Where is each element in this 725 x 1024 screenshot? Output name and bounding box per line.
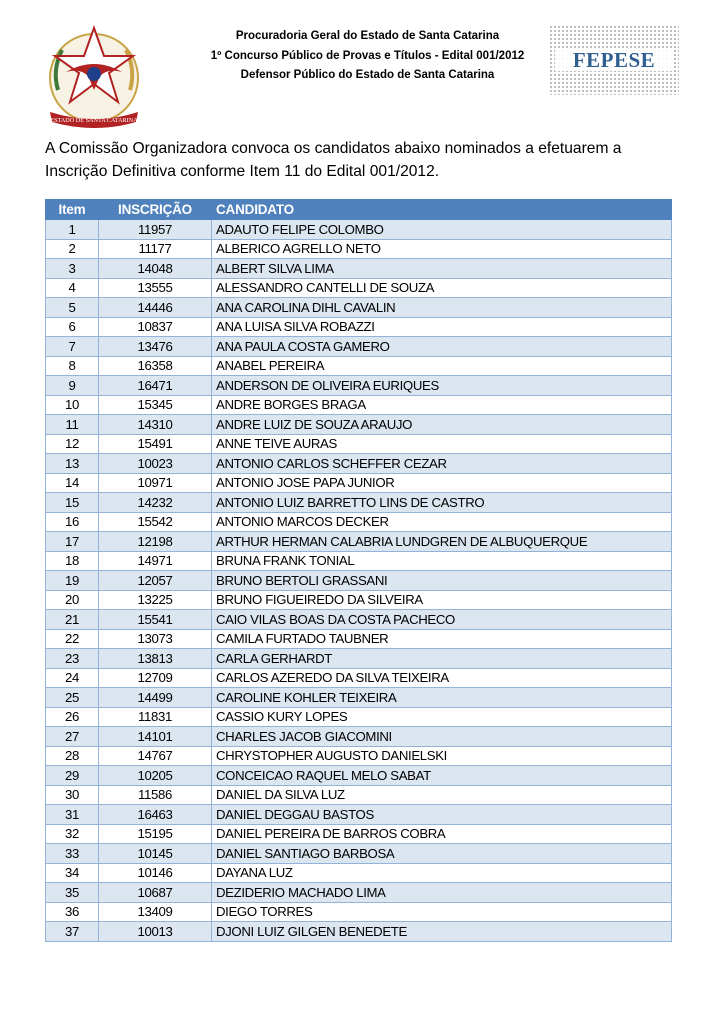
crest-ribbon-text: ESTADO DE SANTA CATARINA <box>50 117 138 124</box>
table-row <box>46 473 672 493</box>
inscricao-cell: 16471 <box>99 376 212 396</box>
inscricao-cell: 14767 <box>99 746 212 766</box>
fepese-logo <box>549 25 679 95</box>
candidato-cell: ANTONIO LUIZ BARRETTO LINS DE CASTRO <box>212 493 672 513</box>
inscricao-cell: 15542 <box>99 512 212 532</box>
table-row <box>46 649 672 669</box>
candidato-cell: BRUNA FRANK TONIAL <box>212 551 672 571</box>
item-number-cell: 20 <box>46 590 99 610</box>
header-line-2: 1º Concurso Público de Provas e Títulos - Edital 001/2012 <box>210 49 525 62</box>
item-number-cell: 24 <box>46 668 99 688</box>
table-row <box>46 434 672 454</box>
table-row <box>46 337 672 357</box>
state-crest-logo <box>38 20 150 132</box>
item-number-cell: 34 <box>46 863 99 883</box>
item-number-cell: 7 <box>46 337 99 357</box>
candidato-cell: ALBERT SILVA LIMA <box>212 259 672 279</box>
table-row <box>46 688 672 708</box>
inscricao-cell: 11831 <box>99 707 212 727</box>
candidato-cell: ANA LUISA SILVA ROBAZZI <box>212 317 672 337</box>
item-number-cell: 3 <box>46 259 99 279</box>
candidato-cell: ANDERSON DE OLIVEIRA EURIQUES <box>212 376 672 396</box>
candidato-cell: DANIEL SANTIAGO BARBOSA <box>212 844 672 864</box>
column-header-inscricao: INSCRIÇÃO <box>99 200 212 220</box>
item-number-cell: 37 <box>46 922 99 942</box>
candidato-cell: CASSIO KURY LOPES <box>212 707 672 727</box>
item-number-cell: 28 <box>46 746 99 766</box>
candidato-cell: ANTONIO CARLOS SCHEFFER CEZAR <box>212 454 672 474</box>
inscricao-cell: 13813 <box>99 649 212 669</box>
candidato-cell: ANTONIO MARCOS DECKER <box>212 512 672 532</box>
header-line-3: Defensor Público do Estado de Santa Catarina <box>240 69 495 81</box>
inscricao-cell: 10837 <box>99 317 212 337</box>
candidato-cell: DJONI LUIZ GILGEN BENEDETE <box>212 922 672 942</box>
header-titles <box>175 27 560 86</box>
table-row <box>46 493 672 513</box>
candidato-cell: CARLOS AZEREDO DA SILVA TEIXEIRA <box>212 668 672 688</box>
intro-line-1: A Comissão Organizadora convoca os candidatos abaixo nominados a efetuarem a <box>45 140 622 157</box>
item-number-cell: 16 <box>46 512 99 532</box>
inscricao-cell: 12198 <box>99 532 212 552</box>
candidato-cell: CAIO VILAS BOAS DA COSTA PACHECO <box>212 610 672 630</box>
candidato-cell: CHRYSTOPHER AUGUSTO DANIELSKI <box>212 746 672 766</box>
fepese-logo-text: FEPESE <box>572 48 656 72</box>
item-number-cell: 26 <box>46 707 99 727</box>
table-row <box>46 376 672 396</box>
table-row <box>46 532 672 552</box>
table-row <box>46 239 672 259</box>
candidato-cell: ADAUTO FELIPE COLOMBO <box>212 220 672 240</box>
candidato-cell: DANIEL PEREIRA DE BARROS COBRA <box>212 824 672 844</box>
item-number-cell: 23 <box>46 649 99 669</box>
inscricao-cell: 12057 <box>99 571 212 591</box>
candidato-cell: CONCEICAO RAQUEL MELO SABAT <box>212 766 672 786</box>
candidato-cell: ANABEL PEREIRA <box>212 356 672 376</box>
inscricao-cell: 10023 <box>99 454 212 474</box>
item-number-cell: 6 <box>46 317 99 337</box>
table-body <box>46 220 672 942</box>
item-number-cell: 30 <box>46 785 99 805</box>
candidato-cell: ANA CAROLINA DIHL CAVALIN <box>212 298 672 318</box>
item-number-cell: 18 <box>46 551 99 571</box>
inscricao-cell: 10013 <box>99 922 212 942</box>
inscricao-cell: 14310 <box>99 415 212 435</box>
inscricao-cell: 13225 <box>99 590 212 610</box>
inscricao-cell: 14101 <box>99 727 212 747</box>
item-number-cell: 2 <box>46 239 99 259</box>
table-row <box>46 220 672 240</box>
table-row <box>46 610 672 630</box>
item-number-cell: 4 <box>46 278 99 298</box>
candidato-cell: CARLA GERHARDT <box>212 649 672 669</box>
table-row <box>46 356 672 376</box>
item-number-cell: 10 <box>46 395 99 415</box>
candidato-cell: ALESSANDRO CANTELLI DE SOUZA <box>212 278 672 298</box>
table-row <box>46 668 672 688</box>
inscricao-cell: 11586 <box>99 785 212 805</box>
table-row <box>46 317 672 337</box>
inscricao-cell: 10687 <box>99 883 212 903</box>
inscricao-cell: 13073 <box>99 629 212 649</box>
candidato-cell: ANA PAULA COSTA GAMERO <box>212 337 672 357</box>
table-row <box>46 727 672 747</box>
table-row <box>46 844 672 864</box>
inscricao-cell: 14048 <box>99 259 212 279</box>
item-number-cell: 33 <box>46 844 99 864</box>
table-row <box>46 512 672 532</box>
candidato-cell: DANIEL DA SILVA LUZ <box>212 785 672 805</box>
table-row <box>46 824 672 844</box>
table-row <box>46 454 672 474</box>
item-number-cell: 36 <box>46 902 99 922</box>
intro-paragraph <box>45 137 685 183</box>
item-number-cell: 22 <box>46 629 99 649</box>
table-row <box>46 278 672 298</box>
candidates-table <box>45 199 672 942</box>
table-row <box>46 551 672 571</box>
item-number-cell: 11 <box>46 415 99 435</box>
table-header-row <box>46 200 672 220</box>
inscricao-cell: 13555 <box>99 278 212 298</box>
item-number-cell: 5 <box>46 298 99 318</box>
item-number-cell: 19 <box>46 571 99 591</box>
candidato-cell: DAYANA LUZ <box>212 863 672 883</box>
candidato-cell: CAROLINE KOHLER TEIXEIRA <box>212 688 672 708</box>
candidato-cell: CAMILA FURTADO TAUBNER <box>212 629 672 649</box>
candidato-cell: DEZIDERIO MACHADO LIMA <box>212 883 672 903</box>
candidato-cell: DIEGO TORRES <box>212 902 672 922</box>
inscricao-cell: 15345 <box>99 395 212 415</box>
item-number-cell: 31 <box>46 805 99 825</box>
inscricao-cell: 16358 <box>99 356 212 376</box>
table-row <box>46 785 672 805</box>
candidato-cell: CHARLES JACOB GIACOMINI <box>212 727 672 747</box>
inscricao-cell: 12709 <box>99 668 212 688</box>
table-row <box>46 863 672 883</box>
table-row <box>46 902 672 922</box>
candidato-cell: BRUNO FIGUEIREDO DA SILVEIRA <box>212 590 672 610</box>
inscricao-cell: 10146 <box>99 863 212 883</box>
table-row <box>46 629 672 649</box>
table-row <box>46 571 672 591</box>
inscricao-cell: 14499 <box>99 688 212 708</box>
inscricao-cell: 13409 <box>99 902 212 922</box>
table-row <box>46 922 672 942</box>
candidato-cell: ANTONIO JOSE PAPA JUNIOR <box>212 473 672 493</box>
column-header-item: Item <box>46 200 99 220</box>
candidato-cell: BRUNO BERTOLI GRASSANI <box>212 571 672 591</box>
inscricao-cell: 13476 <box>99 337 212 357</box>
item-number-cell: 29 <box>46 766 99 786</box>
inscricao-cell: 14232 <box>99 493 212 513</box>
header-line-1: Procuradoria Geral do Estado de Santa Catarina <box>235 30 500 42</box>
inscricao-cell: 15491 <box>99 434 212 454</box>
candidato-cell: ALBERICO AGRELLO NETO <box>212 239 672 259</box>
item-number-cell: 9 <box>46 376 99 396</box>
item-number-cell: 32 <box>46 824 99 844</box>
table-row <box>46 746 672 766</box>
intro-line-2: Inscrição Definitiva conforme Item 11 do Edital 001/2012. <box>45 163 440 180</box>
item-number-cell: 35 <box>46 883 99 903</box>
inscricao-cell: 16463 <box>99 805 212 825</box>
column-header-candidato: CANDIDATO <box>212 200 672 220</box>
item-number-cell: 8 <box>46 356 99 376</box>
table-row <box>46 707 672 727</box>
inscricao-cell: 11957 <box>99 220 212 240</box>
candidato-cell: ANDRE LUIZ DE SOUZA ARAUJO <box>212 415 672 435</box>
item-number-cell: 14 <box>46 473 99 493</box>
candidato-cell: ANDRE BORGES BRAGA <box>212 395 672 415</box>
document-header <box>0 0 725 125</box>
item-number-cell: 25 <box>46 688 99 708</box>
candidato-cell: ARTHUR HERMAN CALABRIA LUNDGREN DE ALBUQUERQUE <box>212 532 672 552</box>
item-number-cell: 15 <box>46 493 99 513</box>
table-row <box>46 415 672 435</box>
candidato-cell: DANIEL DEGGAU BASTOS <box>212 805 672 825</box>
inscricao-cell: 15195 <box>99 824 212 844</box>
table-row <box>46 883 672 903</box>
inscricao-cell: 11177 <box>99 239 212 259</box>
item-number-cell: 13 <box>46 454 99 474</box>
inscricao-cell: 10205 <box>99 766 212 786</box>
inscricao-cell: 15541 <box>99 610 212 630</box>
table-row <box>46 259 672 279</box>
inscricao-cell: 10145 <box>99 844 212 864</box>
inscricao-cell: 14971 <box>99 551 212 571</box>
item-number-cell: 12 <box>46 434 99 454</box>
item-number-cell: 1 <box>46 220 99 240</box>
item-number-cell: 17 <box>46 532 99 552</box>
table-row <box>46 395 672 415</box>
item-number-cell: 27 <box>46 727 99 747</box>
table-row <box>46 766 672 786</box>
table-row <box>46 805 672 825</box>
table-row <box>46 590 672 610</box>
inscricao-cell: 14446 <box>99 298 212 318</box>
table-row <box>46 298 672 318</box>
inscricao-cell: 10971 <box>99 473 212 493</box>
candidato-cell: ANNE TEIVE AURAS <box>212 434 672 454</box>
item-number-cell: 21 <box>46 610 99 630</box>
